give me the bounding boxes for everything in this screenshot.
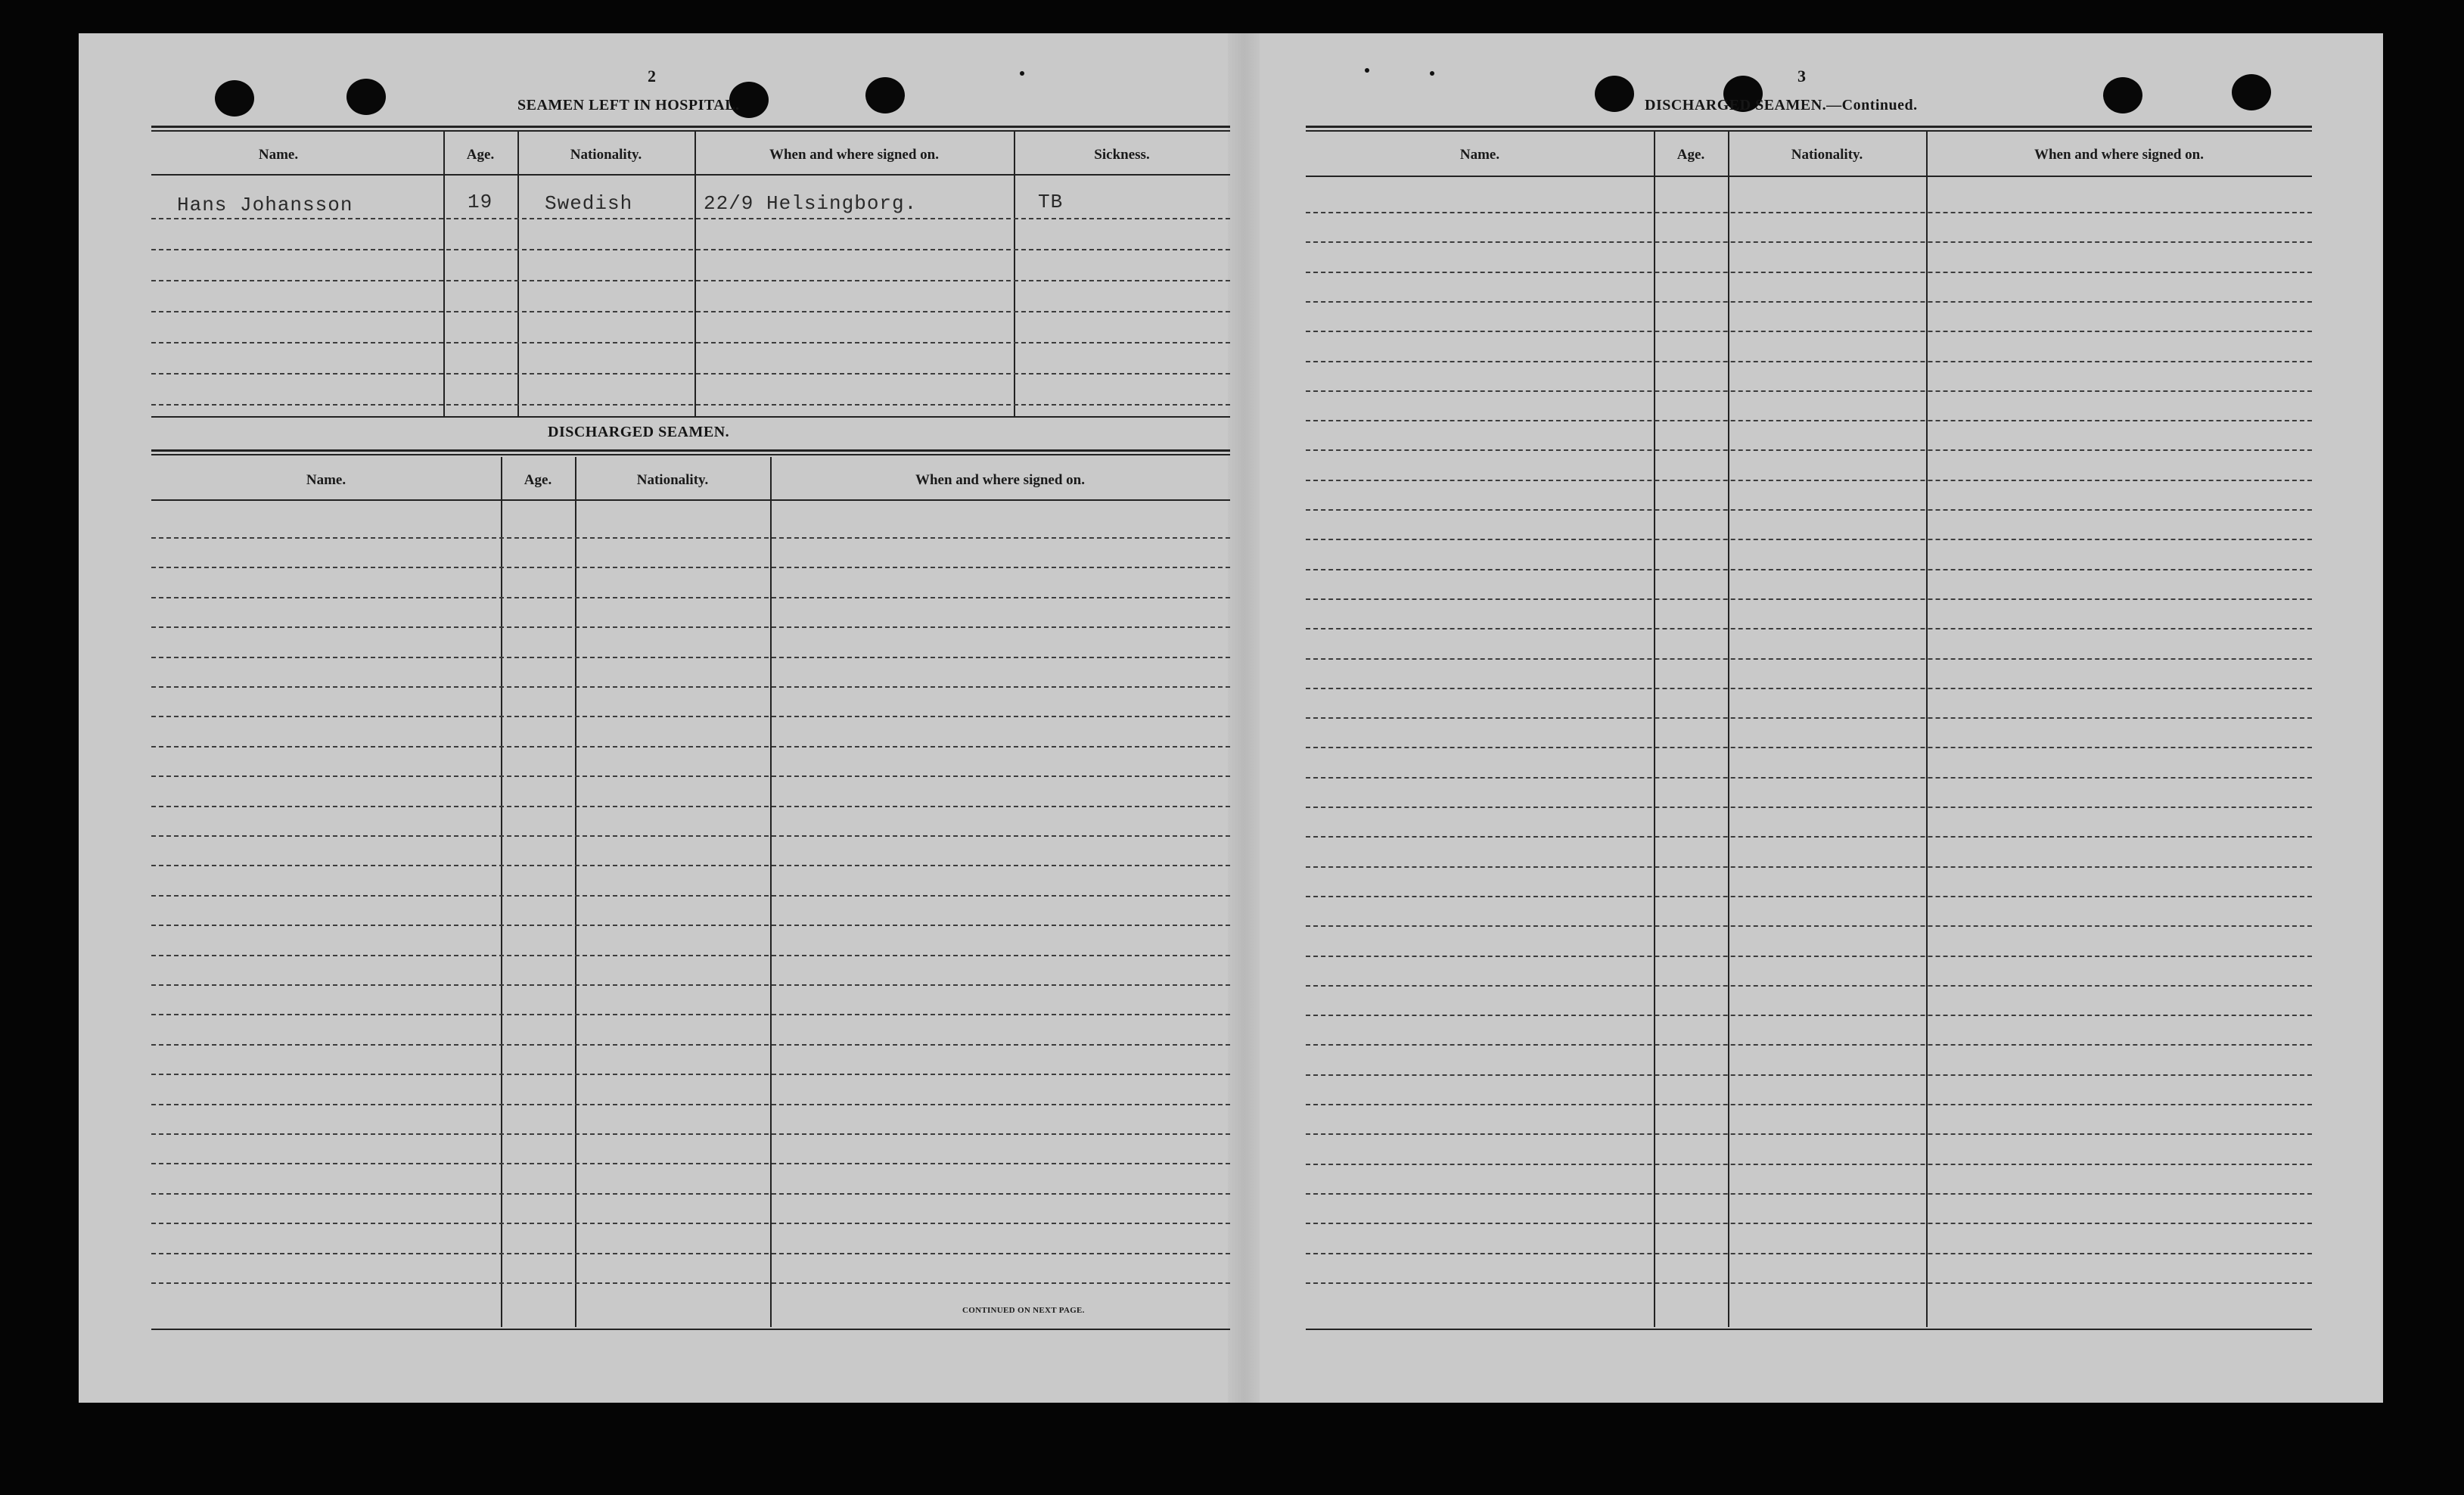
table-row — [151, 1163, 1230, 1164]
table-row — [1306, 272, 2312, 273]
punch-hole — [2232, 74, 2271, 110]
table-row — [151, 537, 1230, 539]
table-row — [1306, 1074, 2312, 1076]
discharged-title-top-rule — [151, 416, 1230, 418]
table-row — [151, 1014, 1230, 1015]
table-row — [1306, 1133, 2312, 1135]
hospital-col-header-sickness: Sickness. — [1094, 147, 1150, 163]
table-row — [1306, 241, 2312, 243]
punch-hole — [346, 79, 386, 115]
punch-hole — [215, 80, 254, 117]
table-row — [1306, 480, 2312, 481]
table-row — [1306, 1044, 2312, 1046]
punch-hole — [1595, 76, 1634, 112]
table-row — [1306, 985, 2312, 987]
speck — [1020, 71, 1024, 76]
table-row — [1306, 1282, 2312, 1284]
right-table-top-rule — [1306, 126, 2312, 132]
hospital-header-rule — [151, 174, 1230, 176]
hospital-col-header-signed-on: When and where signed on. — [769, 147, 940, 163]
table-row — [151, 311, 1230, 312]
hospital-col-header-name: Name. — [258, 147, 299, 163]
right-header-rule — [1306, 176, 2312, 177]
discharged-col-divider — [770, 457, 772, 1327]
discharged-col-header-age: Age. — [524, 472, 552, 488]
table-row — [1306, 509, 2312, 511]
table-row — [1306, 539, 2312, 540]
table-row — [1306, 896, 2312, 897]
hospital-col-divider — [694, 132, 696, 418]
entry-age: 19 — [468, 191, 493, 213]
table-row — [151, 249, 1230, 250]
table-row — [151, 1044, 1230, 1046]
table-row — [1306, 449, 2312, 451]
right-col-header-age: Age. — [1676, 147, 1705, 163]
discharged-col-divider — [575, 457, 576, 1327]
table-row — [151, 404, 1230, 406]
right-col-divider — [1654, 132, 1655, 1327]
table-row — [151, 835, 1230, 837]
page-number-right: 3 — [1798, 67, 1806, 85]
right-col-header-signed-on: When and where signed on. — [2034, 147, 2205, 163]
right-col-header-name: Name. — [1459, 147, 1500, 163]
table-row — [151, 373, 1230, 375]
discharged-header-rule — [151, 499, 1230, 501]
table-row — [151, 746, 1230, 748]
table-row — [1306, 925, 2312, 927]
discharged-col-header-signed-on: When and where signed on. — [915, 472, 1086, 488]
table-row — [1306, 628, 2312, 629]
discharged-col-header-nationality: Nationality. — [636, 472, 709, 488]
table-row — [1306, 807, 2312, 808]
table-row — [151, 1104, 1230, 1105]
table-row — [1306, 301, 2312, 303]
table-row — [151, 716, 1230, 717]
hospital-col-divider — [443, 132, 445, 418]
discharged-section-title: DISCHARGED SEAMEN. — [548, 424, 730, 440]
speck — [1430, 71, 1434, 76]
table-row — [151, 1193, 1230, 1195]
table-row — [1306, 688, 2312, 689]
table-row — [1306, 1164, 2312, 1165]
table-row — [1306, 1253, 2312, 1254]
table-row — [151, 342, 1230, 343]
right-col-header-nationality: Nationality. — [1791, 147, 1863, 163]
table-row — [1306, 777, 2312, 779]
table-row — [151, 895, 1230, 897]
table-row — [1306, 420, 2312, 421]
table-row — [151, 984, 1230, 986]
table-row — [151, 280, 1230, 281]
table-row — [1306, 747, 2312, 748]
table-row — [1306, 1015, 2312, 1016]
table-row — [1306, 569, 2312, 570]
table-row — [151, 567, 1230, 568]
table-row — [151, 1074, 1230, 1075]
table-row — [151, 1223, 1230, 1224]
table-row — [1306, 836, 2312, 838]
table-row — [151, 1282, 1230, 1284]
punch-hole — [865, 77, 905, 113]
table-row — [1306, 866, 2312, 868]
table-row — [151, 218, 1230, 219]
discharged-col-divider — [501, 457, 502, 1327]
table-row — [151, 925, 1230, 926]
table-row — [1306, 658, 2312, 660]
page-fold — [1228, 33, 1260, 1403]
hospital-table-top-rule — [151, 126, 1230, 132]
hospital-col-divider — [517, 132, 519, 418]
table-row — [1306, 390, 2312, 392]
hospital-col-header-age: Age. — [466, 147, 495, 163]
table-row — [151, 1253, 1230, 1254]
entry-name: Hans Johansson — [177, 194, 353, 216]
punch-hole — [2103, 77, 2142, 113]
table-row — [1306, 331, 2312, 332]
speck — [1365, 68, 1369, 73]
document-sheet — [79, 33, 2383, 1403]
right-section-title: DISCHARGED SEAMEN.—Continued. — [1645, 97, 1918, 113]
table-row — [151, 1133, 1230, 1135]
table-row — [1306, 956, 2312, 957]
page-number-left: 2 — [648, 67, 656, 85]
table-row — [1306, 1104, 2312, 1105]
table-row — [151, 686, 1230, 688]
table-row — [151, 806, 1230, 807]
hospital-col-header-nationality: Nationality. — [570, 147, 642, 163]
continued-footer: CONTINUED ON NEXT PAGE. — [962, 1306, 1085, 1315]
table-row — [151, 626, 1230, 628]
entry-signed-on: 22/9 Helsingborg. — [704, 192, 918, 215]
table-row — [151, 775, 1230, 777]
entry-nationality: Swedish — [545, 192, 633, 215]
hospital-col-divider — [1014, 132, 1015, 418]
table-row — [1306, 598, 2312, 600]
hospital-section-title: SEAMEN LEFT IN HOSPITAL. — [517, 97, 740, 113]
discharged-col-header-name: Name. — [306, 472, 346, 488]
table-row — [1306, 1223, 2312, 1224]
right-bottom-rule — [1306, 1329, 2312, 1330]
table-row — [1306, 361, 2312, 362]
table-row — [151, 865, 1230, 866]
table-row — [1306, 717, 2312, 719]
entry-sickness: TB — [1038, 191, 1064, 213]
right-col-divider — [1926, 132, 1928, 1327]
discharged-table-top-rule — [151, 449, 1230, 455]
table-row — [151, 657, 1230, 658]
right-col-divider — [1728, 132, 1729, 1327]
discharged-bottom-rule — [151, 1329, 1230, 1330]
table-row — [151, 955, 1230, 956]
table-row — [1306, 212, 2312, 213]
table-row — [1306, 1193, 2312, 1195]
table-row — [151, 597, 1230, 598]
